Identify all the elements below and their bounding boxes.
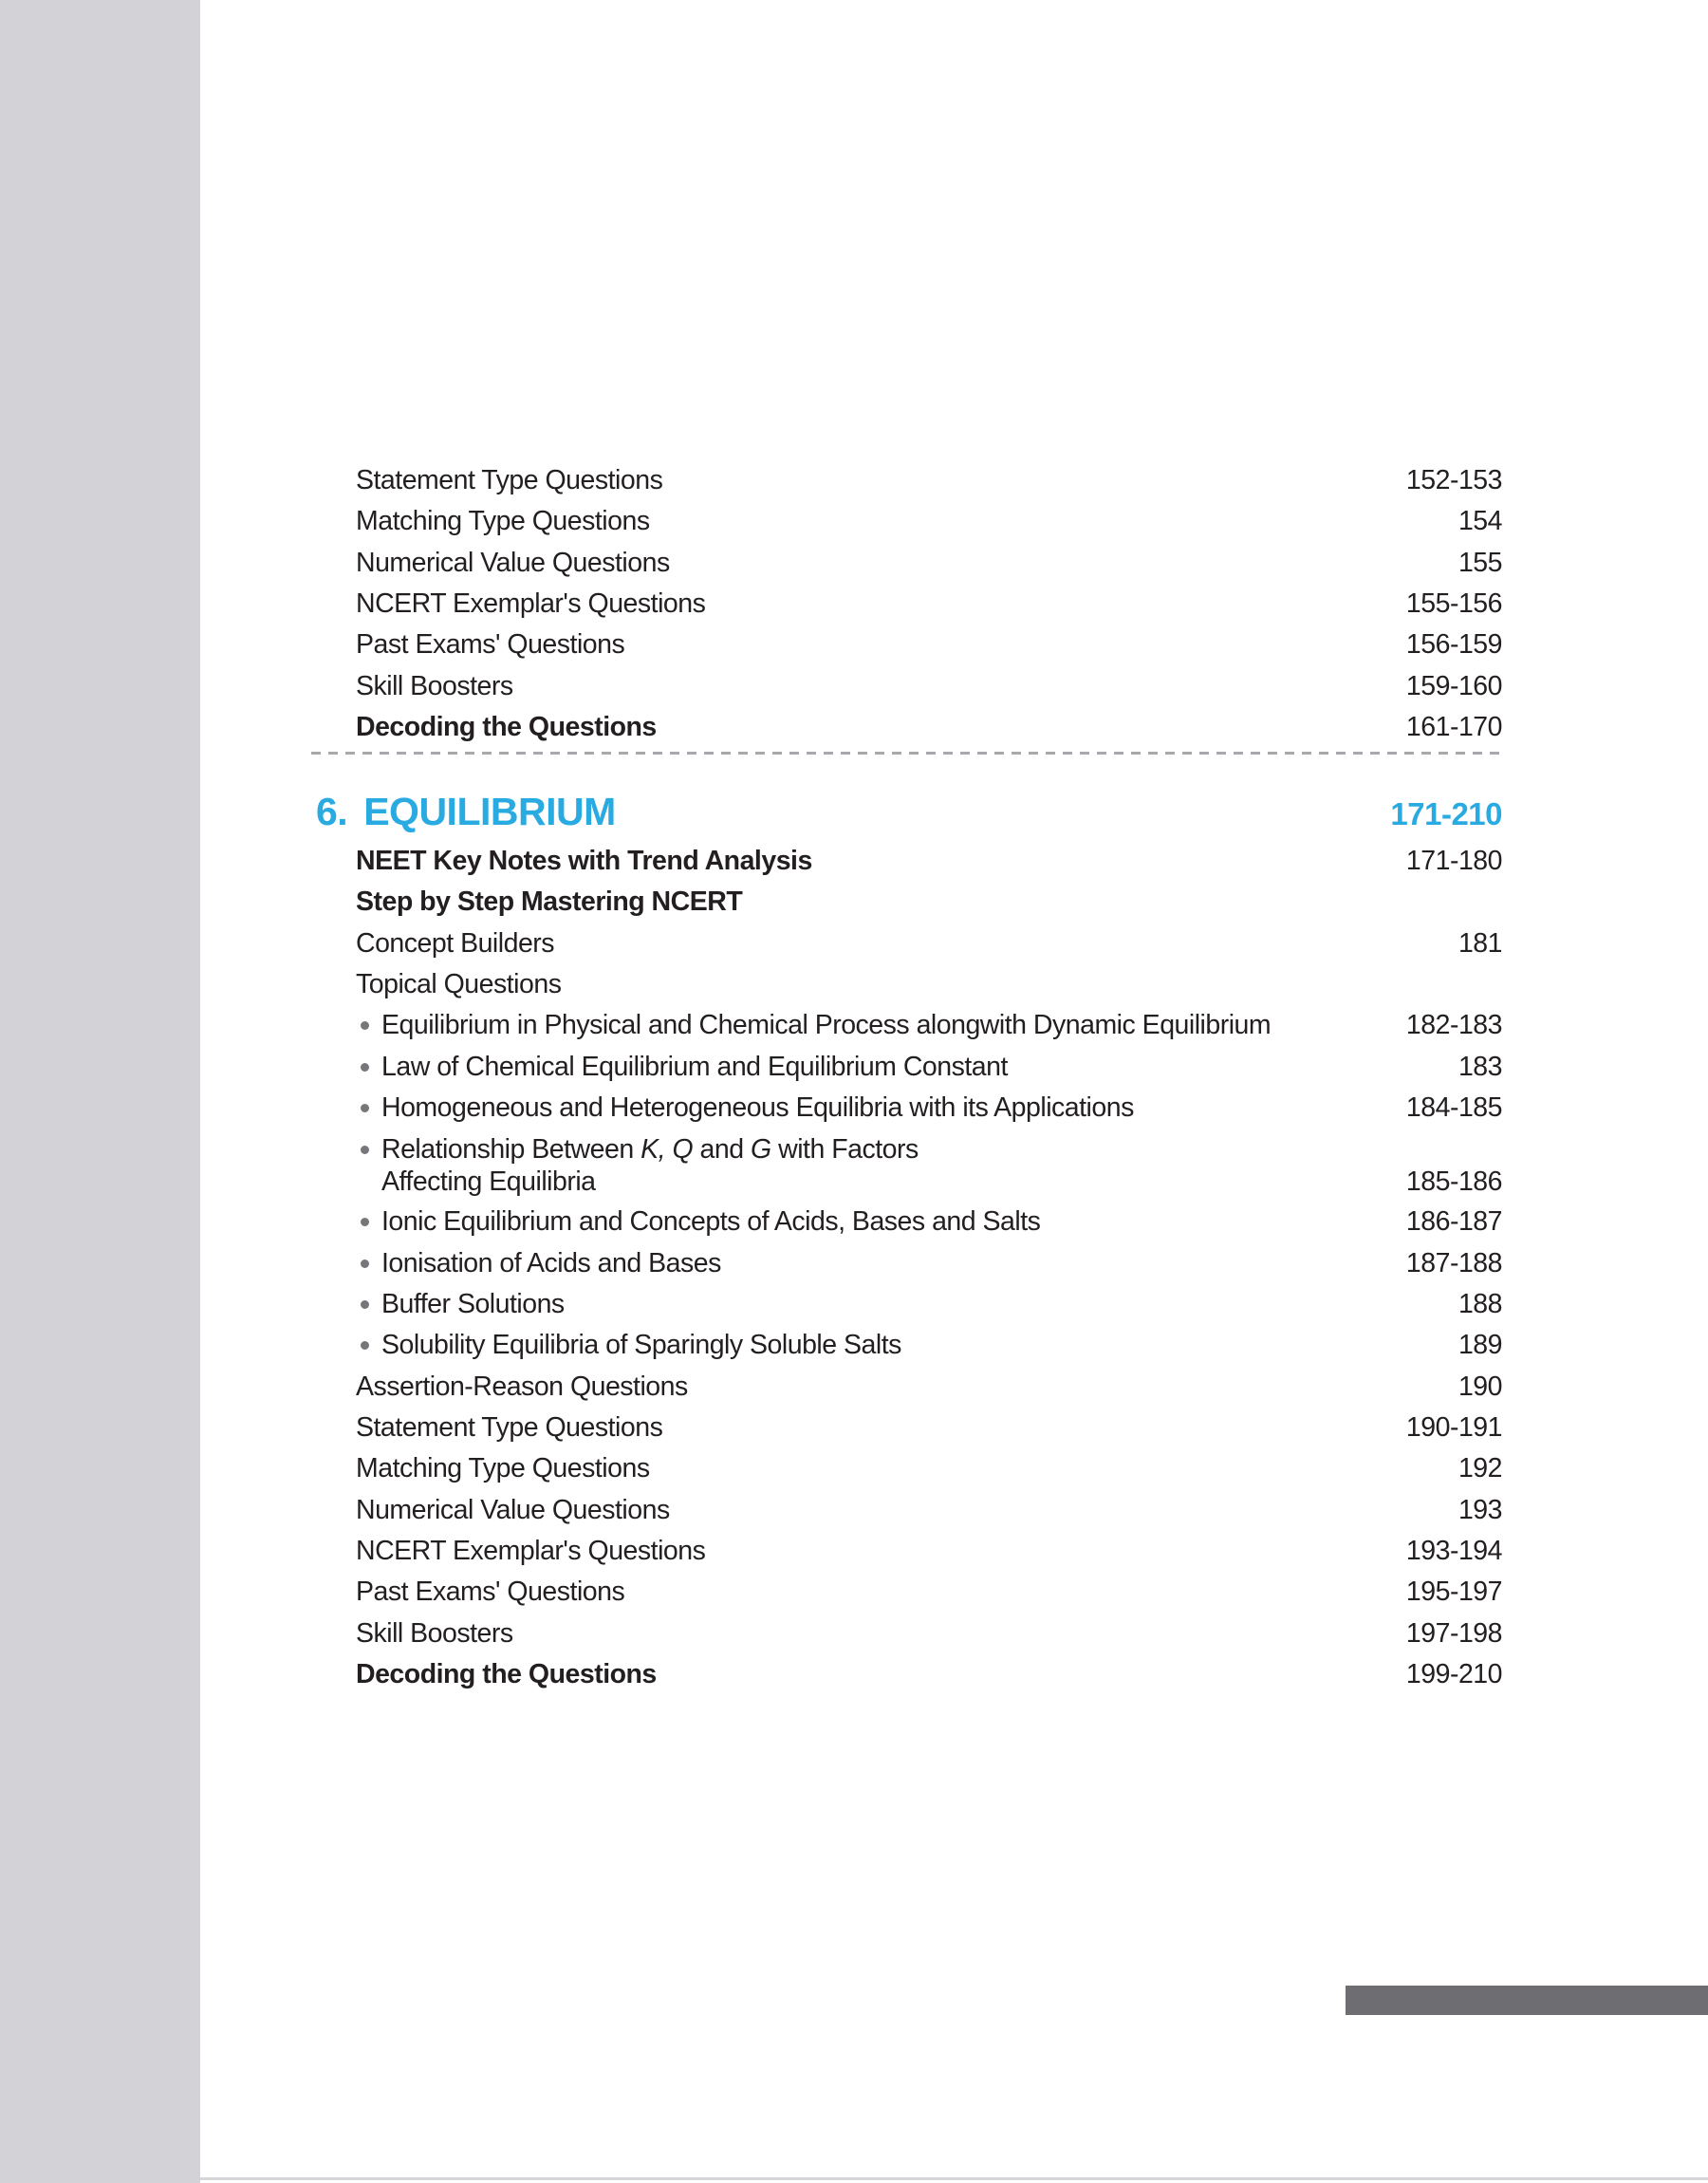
bullet-icon bbox=[361, 1300, 369, 1309]
toc-row bbox=[356, 1408, 1502, 1448]
toc-item-pages: 195-197 bbox=[1405, 1577, 1502, 1608]
toc-item-label: Solubility Equilibria of Sparingly Soluble Salts bbox=[381, 1330, 901, 1361]
toc-row bbox=[356, 1490, 1502, 1531]
bullet-icon bbox=[361, 1146, 369, 1154]
toc-item-label: Law of Chemical Equilibrium and Equilibrium Constant bbox=[381, 1051, 1008, 1082]
toc-row bbox=[356, 841, 1502, 882]
toc-item-pages: 155-156 bbox=[1405, 588, 1502, 619]
toc-item-label: Relationship Between K, Q and G with Factors Affecting Equilibria bbox=[381, 1133, 919, 1197]
toc-item-pages: 155 bbox=[1457, 547, 1502, 578]
toc-item-label: Numerical Value Questions bbox=[356, 547, 670, 578]
toc-row bbox=[356, 964, 1502, 1005]
toc-item-label: Concept Builders bbox=[356, 927, 555, 959]
bullet-icon bbox=[361, 1341, 369, 1350]
toc-row bbox=[356, 1654, 1502, 1695]
chapter-section bbox=[356, 841, 1502, 1695]
toc-item-label: Statement Type Questions bbox=[356, 1411, 663, 1443]
toc-row bbox=[356, 1448, 1502, 1489]
toc-item-pages: 186-187 bbox=[1405, 1206, 1502, 1238]
toc-item-label: Past Exams' Questions bbox=[356, 1577, 625, 1608]
toc-item-pages: 190-191 bbox=[1405, 1411, 1502, 1443]
toc-row bbox=[356, 1367, 1502, 1408]
toc-row bbox=[356, 1325, 1502, 1366]
toc-item-label: NCERT Exemplar's Questions bbox=[356, 588, 706, 619]
toc-item-pages: 171-180 bbox=[1405, 846, 1502, 876]
toc-item-pages: 161-170 bbox=[1405, 711, 1502, 742]
toc-row bbox=[356, 882, 1502, 923]
bullet-icon bbox=[361, 1218, 369, 1226]
toc-row bbox=[356, 1005, 1502, 1046]
toc-item-pages: 181 bbox=[1457, 927, 1502, 959]
toc-item-pages: 190 bbox=[1457, 1371, 1502, 1402]
toc-row bbox=[356, 543, 1502, 584]
toc-item-pages: 185-186 bbox=[1405, 1166, 1502, 1197]
toc-item-pages: 197-198 bbox=[1405, 1617, 1502, 1649]
chapter-pages: 171-210 bbox=[1390, 796, 1502, 831]
toc-item-label: Numerical Value Questions bbox=[356, 1494, 670, 1525]
toc-item-label: Skill Boosters bbox=[356, 670, 513, 701]
toc-item-label: Ionisation of Acids and Bases bbox=[381, 1247, 721, 1278]
chapter-title: EQUILIBRIUM bbox=[363, 790, 616, 833]
chapter-heading bbox=[316, 790, 1502, 834]
toc-row bbox=[356, 1284, 1502, 1325]
toc-item-label: Decoding the Questions bbox=[356, 711, 657, 742]
toc-item-label: NEET Key Notes with Trend Analysis bbox=[356, 846, 812, 876]
toc-item-label: Assertion-Reason Questions bbox=[356, 1371, 688, 1402]
toc-row bbox=[356, 1202, 1502, 1242]
toc-item-pages: 154 bbox=[1457, 506, 1502, 537]
toc-row bbox=[356, 666, 1502, 707]
toc-row bbox=[356, 501, 1502, 542]
toc-item-pages: 192 bbox=[1457, 1453, 1502, 1484]
left-margin-band bbox=[0, 0, 200, 2183]
chapter-number: 6. bbox=[316, 790, 348, 833]
toc-item-pages: 187-188 bbox=[1405, 1247, 1502, 1278]
toc-item-pages: 188 bbox=[1457, 1288, 1502, 1319]
toc-item-pages: 183 bbox=[1457, 1051, 1502, 1082]
toc-item-label: NCERT Exemplar's Questions bbox=[356, 1535, 706, 1566]
toc-item-pages: 152-153 bbox=[1405, 465, 1502, 495]
toc-row bbox=[356, 924, 1502, 964]
toc-row bbox=[356, 1047, 1502, 1088]
toc-item-pages: 156-159 bbox=[1405, 629, 1502, 661]
toc-item-pages: 159-160 bbox=[1405, 670, 1502, 701]
toc-item-label: Statement Type Questions bbox=[356, 465, 663, 495]
toc-row bbox=[356, 1088, 1502, 1129]
toc-item-label: Skill Boosters bbox=[356, 1617, 513, 1649]
toc-item-pages: 184-185 bbox=[1405, 1092, 1502, 1123]
bullet-icon bbox=[361, 1104, 369, 1112]
bullet-icon bbox=[361, 1063, 369, 1072]
bullet-icon bbox=[361, 1259, 369, 1268]
toc-item-label: Past Exams' Questions bbox=[356, 629, 625, 661]
toc-item-label: Equilibrium in Physical and Chemical Process alongwith Dynamic Equilibrium bbox=[381, 1010, 1272, 1041]
footer-bar bbox=[1346, 1986, 1708, 2015]
toc-item-label: Decoding the Questions bbox=[356, 1658, 657, 1689]
toc-item-label: Ionic Equilibrium and Concepts of Acids, Bases and Salts bbox=[381, 1206, 1041, 1238]
toc-item-pages: 193-194 bbox=[1405, 1535, 1502, 1566]
toc-item-pages: 199-210 bbox=[1405, 1658, 1502, 1689]
toc-item-label: Buffer Solutions bbox=[381, 1288, 565, 1319]
toc-item-label: Matching Type Questions bbox=[356, 506, 650, 537]
toc-row bbox=[356, 584, 1502, 625]
toc-row bbox=[356, 625, 1502, 665]
toc-item-pages: 189 bbox=[1457, 1330, 1502, 1361]
toc-item-label: Homogeneous and Heterogeneous Equilibria with its Applications bbox=[381, 1092, 1134, 1123]
toc-item-label: Step by Step Mastering NCERT bbox=[356, 886, 743, 918]
dashed-section-divider bbox=[311, 752, 1504, 755]
toc-item-pages: 193 bbox=[1457, 1494, 1502, 1525]
toc-row bbox=[356, 1614, 1502, 1654]
bullet-icon bbox=[361, 1021, 369, 1030]
toc-row bbox=[356, 707, 1502, 748]
toc-row bbox=[356, 1243, 1502, 1284]
toc-item-pages: 182-183 bbox=[1405, 1010, 1502, 1041]
toc-row bbox=[356, 1129, 1502, 1202]
toc-row bbox=[356, 1572, 1502, 1613]
toc-row bbox=[356, 460, 1502, 501]
toc-item-label: Topical Questions bbox=[356, 968, 562, 999]
toc-row bbox=[356, 1531, 1502, 1572]
bottom-rule bbox=[200, 2177, 1708, 2180]
toc-item-label: Matching Type Questions bbox=[356, 1453, 650, 1484]
prev-chapter-section bbox=[356, 460, 1502, 748]
